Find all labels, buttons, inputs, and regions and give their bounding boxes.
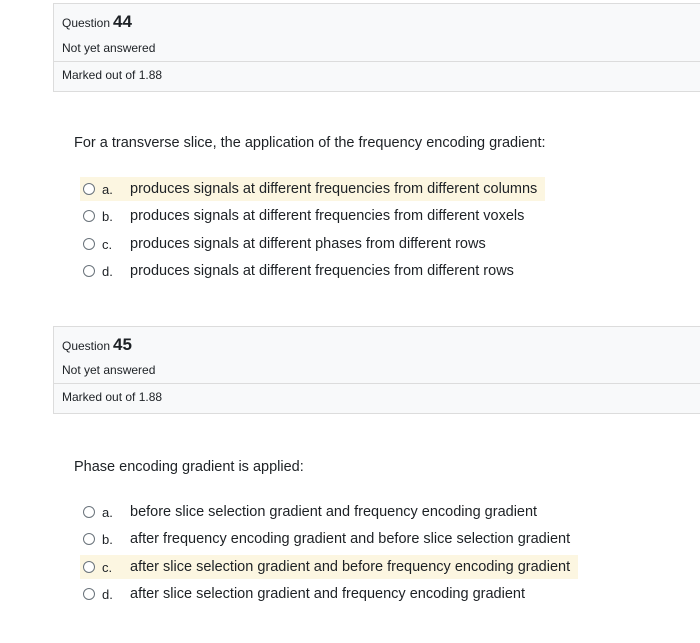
q44-option-d[interactable] [80, 259, 514, 283]
q45-option-b[interactable] [80, 527, 570, 551]
radio-button[interactable] [83, 533, 95, 545]
option-text: produces signals at different frequencies from different columns [130, 181, 538, 197]
q45-option-a[interactable] [80, 500, 537, 524]
question-label: Question [62, 16, 111, 30]
question-label: Question [62, 339, 111, 353]
question-grade: Marked out of 1.88 [62, 68, 163, 82]
q44-option-b[interactable] [80, 204, 524, 228]
option-text: produces signals at different frequencies from different voxels [130, 208, 525, 224]
option-text: produces signals at different phases from different rows [130, 236, 486, 252]
option-letter: d. [102, 586, 113, 602]
option-text: after frequency encoding gradient and before slice selection gradient [130, 531, 571, 547]
option-letter: b. [102, 208, 113, 224]
option-letter: d. [102, 263, 113, 279]
question-grade: Marked out of 1.88 [62, 390, 163, 404]
radio-button[interactable] [83, 183, 95, 195]
radio-button[interactable] [83, 506, 95, 518]
q45-option-d[interactable] [80, 582, 525, 606]
question-heading [62, 12, 132, 32]
option-text: after slice selection gradient and before frequency encoding gradient [130, 559, 571, 575]
question-number: 44 [113, 12, 132, 31]
question-state: Not yet answered [62, 41, 156, 55]
radio-button[interactable] [83, 210, 95, 222]
radio-button[interactable] [83, 265, 95, 277]
radio-button[interactable] [83, 588, 95, 600]
radio-button[interactable] [83, 561, 95, 573]
question-45-info [53, 326, 700, 414]
question-number: 45 [113, 335, 132, 354]
option-letter: a. [102, 504, 113, 520]
question-44-text: For a transverse slice, the application of the frequency encoding gradient: [74, 135, 546, 151]
info-divider [54, 383, 700, 384]
q45-option-c[interactable] [80, 555, 578, 579]
option-letter: b. [102, 531, 113, 547]
option-text: after slice selection gradient and frequency encoding gradient [130, 586, 525, 602]
question-44-info [53, 3, 700, 92]
question-state: Not yet answered [62, 363, 156, 377]
info-divider [54, 61, 700, 62]
option-letter: a. [102, 181, 113, 197]
option-letter: c. [102, 236, 113, 252]
option-text: produces signals at different frequencies from different rows [130, 263, 514, 279]
q44-option-c[interactable] [80, 232, 486, 256]
option-text: before slice selection gradient and frequency encoding gradient [130, 504, 538, 520]
question-45-text: Phase encoding gradient is applied: [74, 459, 304, 475]
option-letter: c. [102, 559, 113, 575]
q44-option-a[interactable] [80, 177, 545, 201]
radio-button[interactable] [83, 238, 95, 250]
question-heading [62, 335, 132, 355]
